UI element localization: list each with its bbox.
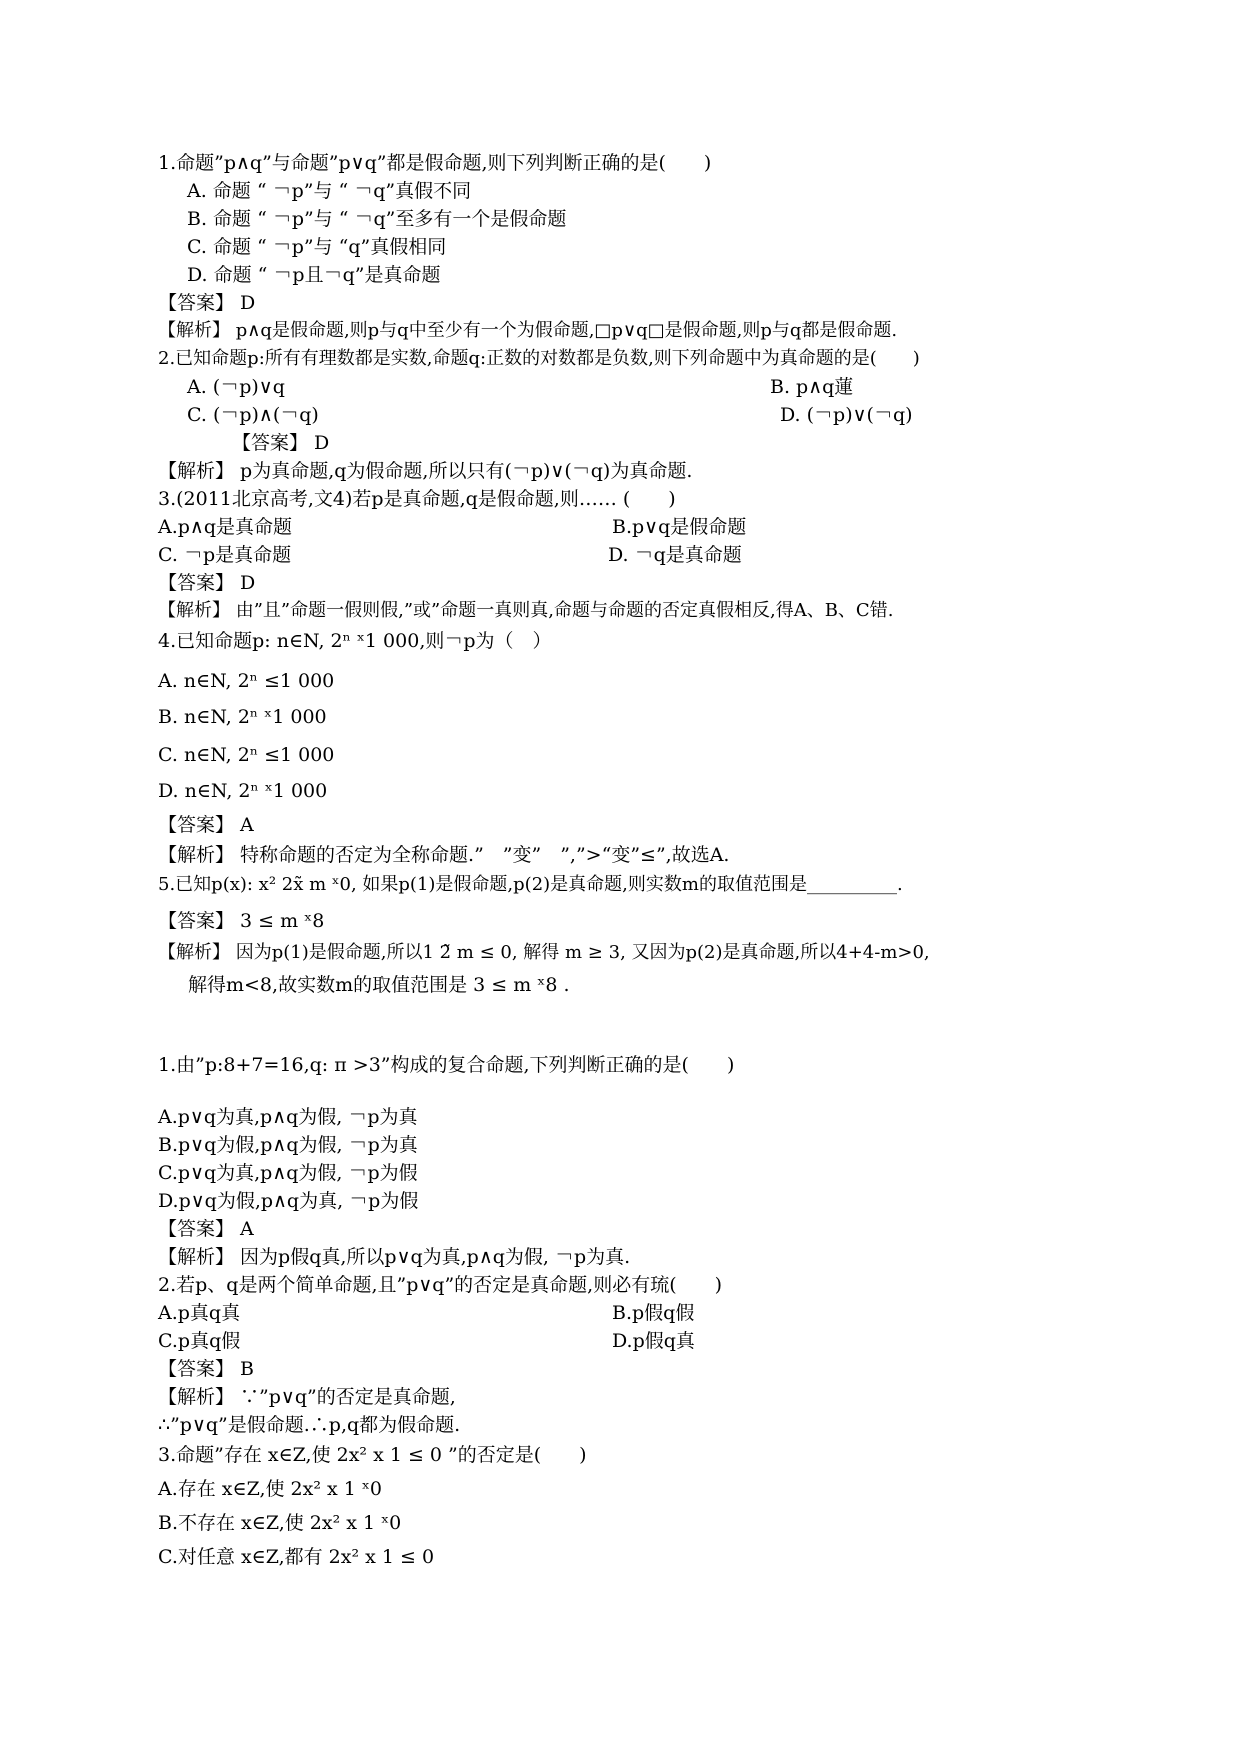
ex2-answer: 【答案】 B xyxy=(158,1358,255,1380)
ex3-option-b: B.不存在 x∈Z,使 2x² x 1 ˣ0 xyxy=(158,1512,402,1534)
q5-stem: 5.已知p(x): x² 2x̃ m ˣ0, 如果p(1)是假命题,p(2)是真命题,则实数m的取值范围是__________. xyxy=(158,874,903,895)
q1-option-d: D. 命题 “ ￢p且￢q”是真命题 xyxy=(187,264,441,286)
q4-explanation: 【解析】 特称命题的否定为全称命题.” ”变” ”,”>“变”≤”,故选A. xyxy=(158,844,730,866)
ex2-explanation-cont: ∴”p∨q”是假命题.∴p,q都为假命题. xyxy=(158,1414,461,1436)
ex2-stem: 2.若p、q是两个简单命题,且”p∨q”的否定是真命题,则必有琉( ) xyxy=(158,1274,723,1296)
q1-option-c: C. 命题 “ ￢p”与 “q”真假相同 xyxy=(187,236,447,258)
q3-option-c: C. ￢p是真命题 xyxy=(158,544,292,566)
ex1-option-d: D.p∨q为假,p∧q为真, ￢p为假 xyxy=(158,1190,419,1212)
q4-stem: 4.已知命题p: n∈N, 2ⁿ ˣ1 000,则￢p为（ ） xyxy=(158,630,552,652)
q2-explanation: 【解析】 p为真命题,q为假命题,所以只有(￢p)∨(￢q)为真命题. xyxy=(158,460,693,482)
q3-explanation: 【解析】 由”且”命题一假则假,”或”命题一真则真,命题与命题的否定真假相反,得A、B、C错. xyxy=(158,600,894,621)
q4-option-b: B. n∈N, 2ⁿ ˣ1 000 xyxy=(158,706,327,728)
ex1-option-c: C.p∨q为真,p∧q为假, ￢p为假 xyxy=(158,1162,418,1184)
q3-stem: 3.(2011北京高考,文4)若p是真命题,q是假命题,则…… ( ) xyxy=(158,488,676,510)
ex2-option-b: B.p假q假 xyxy=(612,1302,695,1324)
q5-answer: 【答案】 3 ≤ m ˣ8 xyxy=(158,910,325,932)
q3-answer: 【答案】 D xyxy=(158,572,256,594)
ex1-stem: 1.由”p:8+7=16,q: π >3”构成的复合命题,下列判断正确的是( ) xyxy=(158,1054,735,1076)
q2-option-a: A. (￢p)∨q xyxy=(187,376,285,398)
q4-option-c: C. n∈N, 2ⁿ ≤1 000 xyxy=(158,744,335,766)
q1-answer: 【答案】 D xyxy=(158,292,256,314)
ex2-option-c: C.p真q假 xyxy=(158,1330,241,1352)
ex3-option-a: A.存在 x∈Z,使 2x² x 1 ˣ0 xyxy=(158,1478,383,1500)
q1-stem: 1.命题”p∧q”与命题”p∨q”都是假命题,则下列判断正确的是( ) xyxy=(158,152,712,174)
ex2-explanation: 【解析】 ∵”p∨q”的否定是真命题, xyxy=(158,1386,456,1408)
ex1-answer: 【答案】 A xyxy=(158,1218,254,1240)
q3-option-a: A.p∧q是真命题 xyxy=(158,516,292,538)
q2-answer: 【答案】 D xyxy=(232,432,330,454)
q3-option-b: B.p∨q是假命题 xyxy=(612,516,747,538)
ex3-stem: 3.命题”存在 x∈Z,使 2x² x 1 ≤ 0 ”的否定是( ) xyxy=(158,1444,587,1466)
q1-option-b: B. 命题 “ ￢p”与 “ ￢q”至多有一个是假命题 xyxy=(187,208,567,230)
ex2-option-d: D.p假q真 xyxy=(612,1330,695,1352)
q2-option-b: B. p∧q蓮 xyxy=(770,376,854,398)
ex2-option-a: A.p真q真 xyxy=(158,1302,241,1324)
q1-option-a: A. 命题 “ ￢p”与 “ ￢q”真假不同 xyxy=(187,180,472,202)
q2-option-d: D. (￢p)∨(￢q) xyxy=(780,404,913,426)
q4-answer: 【答案】 A xyxy=(158,814,254,836)
q4-option-d: D. n∈N, 2ⁿ ˣ1 000 xyxy=(158,780,328,802)
q2-option-c: C. (￢p)∧(￢q) xyxy=(187,404,319,426)
q2-stem: 2.已知命题p:所有有理数都是实数,命题q:正数的对数都是负数,则下列命题中为真命题的是( ) xyxy=(158,348,920,369)
q5-explanation-cont: 解得m<8,故实数m的取值范围是 3 ≤ m ˣ8 . xyxy=(188,974,570,996)
q5-explanation: 【解析】 因为p(1)是假命题,所以1 2̃ m ≤ 0, 解得 m ≥ 3, 又因为p(2)是真命题,所以4+4-m>0, xyxy=(158,942,930,963)
ex1-explanation: 【解析】 因为p假q真,所以p∨q为真,p∧q为假, ￢p为真. xyxy=(158,1246,631,1268)
ex1-option-a: A.p∨q为真,p∧q为假, ￢p为真 xyxy=(158,1106,418,1128)
ex3-option-c: C.对任意 x∈Z,都有 2x² x 1 ≤ 0 xyxy=(158,1546,435,1568)
ex1-option-b: B.p∨q为假,p∧q为假, ￢p为真 xyxy=(158,1134,418,1156)
q4-option-a: A. n∈N, 2ⁿ ≤1 000 xyxy=(158,670,335,692)
q1-explanation: 【解析】 p∧q是假命题,则p与q中至少有一个为假命题,□p∨q□是假命题,则p与q都是假命题. xyxy=(158,320,898,341)
q3-option-d: D. ￢q是真命题 xyxy=(608,544,742,566)
